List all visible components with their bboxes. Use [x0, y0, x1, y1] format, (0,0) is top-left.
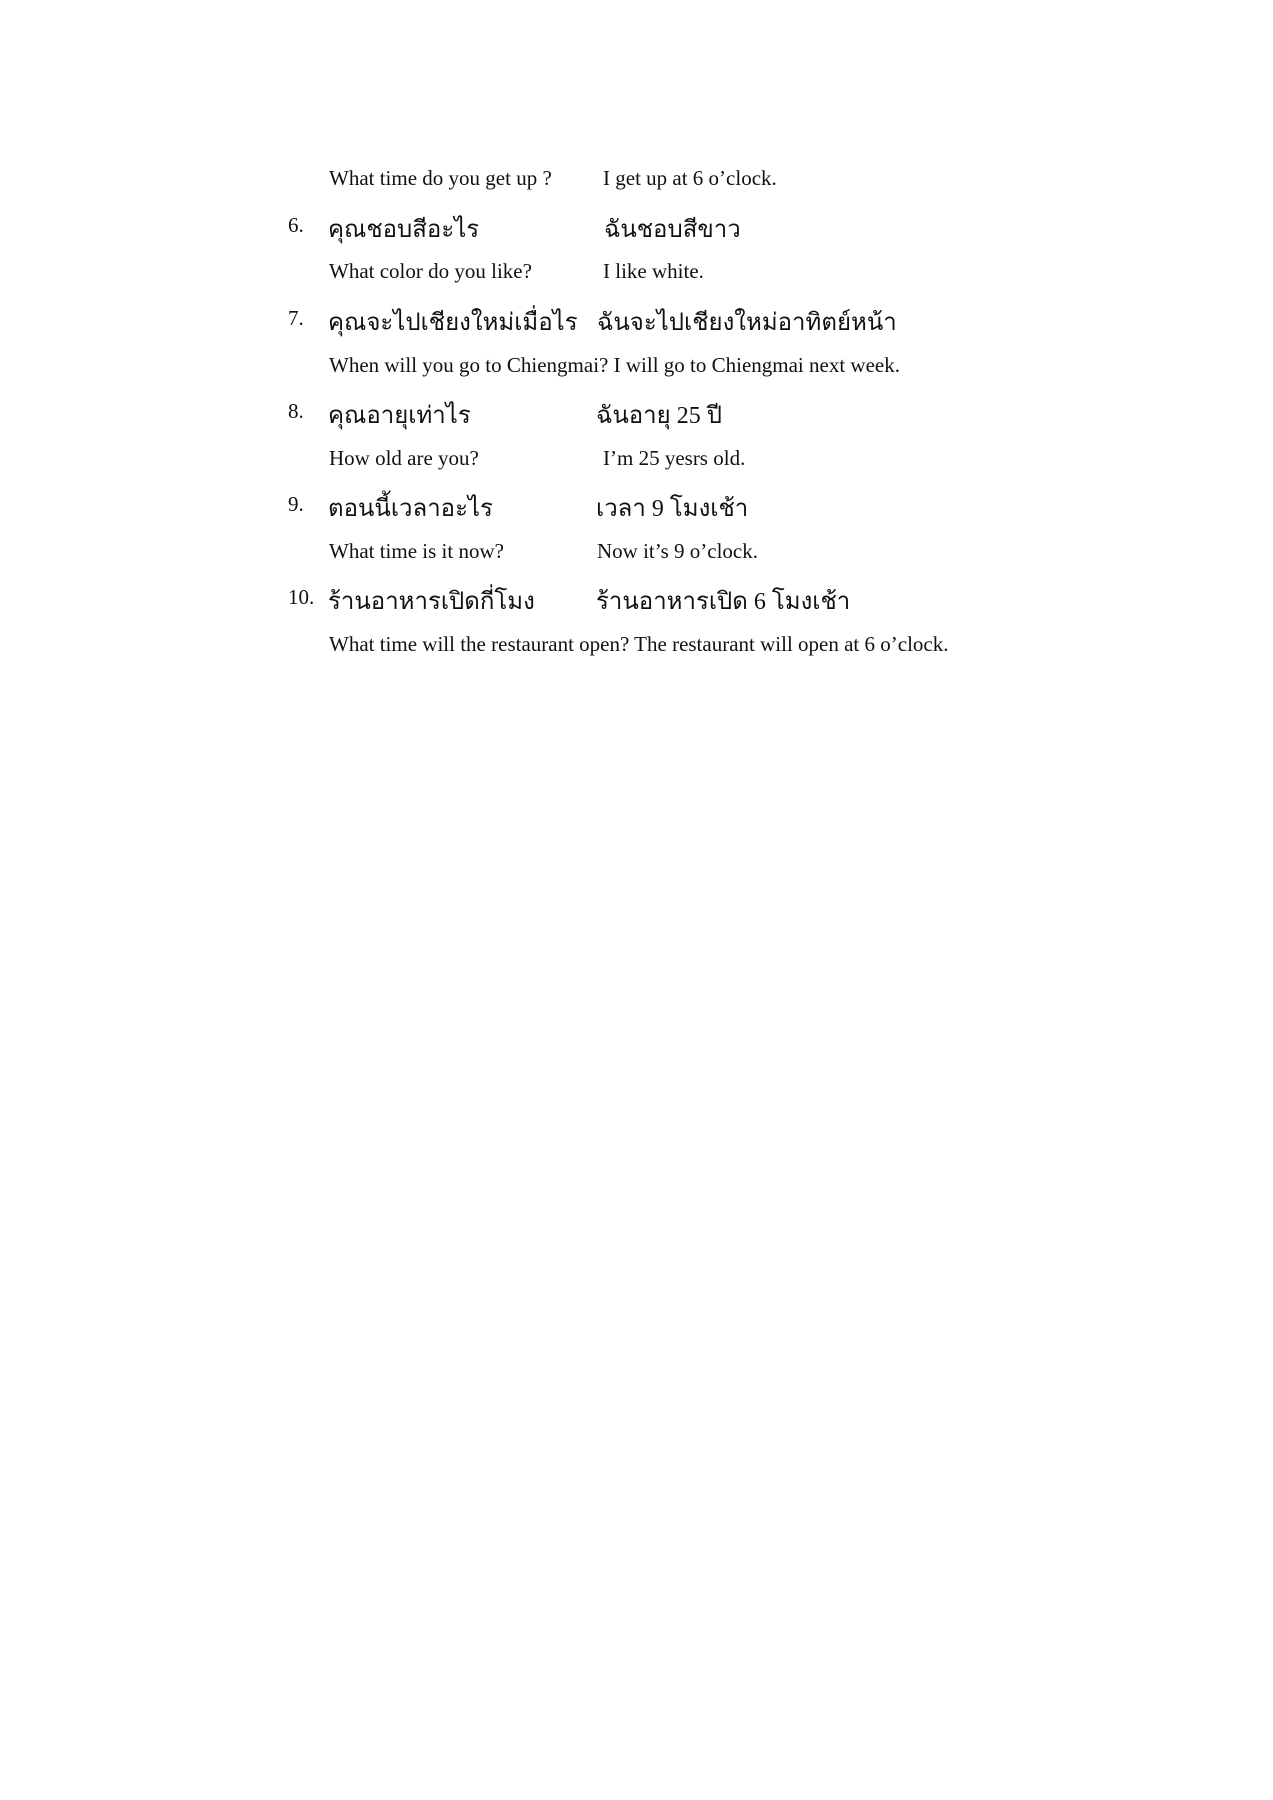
item-5-english-question: What time do you get up ? — [329, 166, 552, 190]
item-7-thai-answer: ฉันจะไปเชียงใหม่อาทิตย์หน้า — [597, 310, 897, 336]
item-6-thai-question: คุณชอบสีอะไร — [328, 217, 480, 243]
item-8-number: 8. — [288, 399, 304, 423]
item-7-number: 7. — [288, 306, 304, 330]
item-7-english-line: When will you go to Chiengmai? I will go to Chiengmai next week. — [329, 353, 900, 377]
item-6-english-answer: I like white. — [603, 259, 704, 283]
item-10-thai-answer: ร้านอาหารเปิด 6 โมงเช้า — [596, 589, 851, 615]
item-9-thai-answer: เวลา 9 โมงเช้า — [596, 496, 749, 522]
item-8-thai-answer: ฉันอายุ 25 ปี — [596, 403, 722, 429]
item-9-english-answer: Now it’s 9 o’clock. — [597, 539, 758, 563]
item-8-english-answer: I’m 25 yesrs old. — [603, 446, 746, 470]
item-9-number: 9. — [288, 492, 304, 516]
item-10-number: 10. — [288, 585, 315, 609]
item-8-english-question: How old are you? — [329, 446, 479, 470]
item-9-english-question: What time is it now? — [329, 539, 504, 563]
item-5-english-answer: I get up at 6 o’clock. — [603, 166, 777, 190]
item-10-thai-question: ร้านอาหารเปิดกี่โมง — [328, 589, 535, 615]
item-9-thai-question: ตอนนี้เวลาอะไร — [328, 496, 493, 522]
item-6-number: 6. — [288, 213, 304, 237]
item-10-english-line: What time will the restaurant open? The restaurant will open at 6 o’clock. — [329, 632, 949, 656]
item-6-thai-answer: ฉันชอบสีขาว — [604, 217, 741, 243]
item-7-thai-question: คุณจะไปเชียงใหม่เมื่อไร — [328, 310, 578, 336]
item-6-english-question: What color do you like? — [329, 259, 532, 283]
item-8-thai-question: คุณอายุเท่าไร — [328, 403, 471, 429]
